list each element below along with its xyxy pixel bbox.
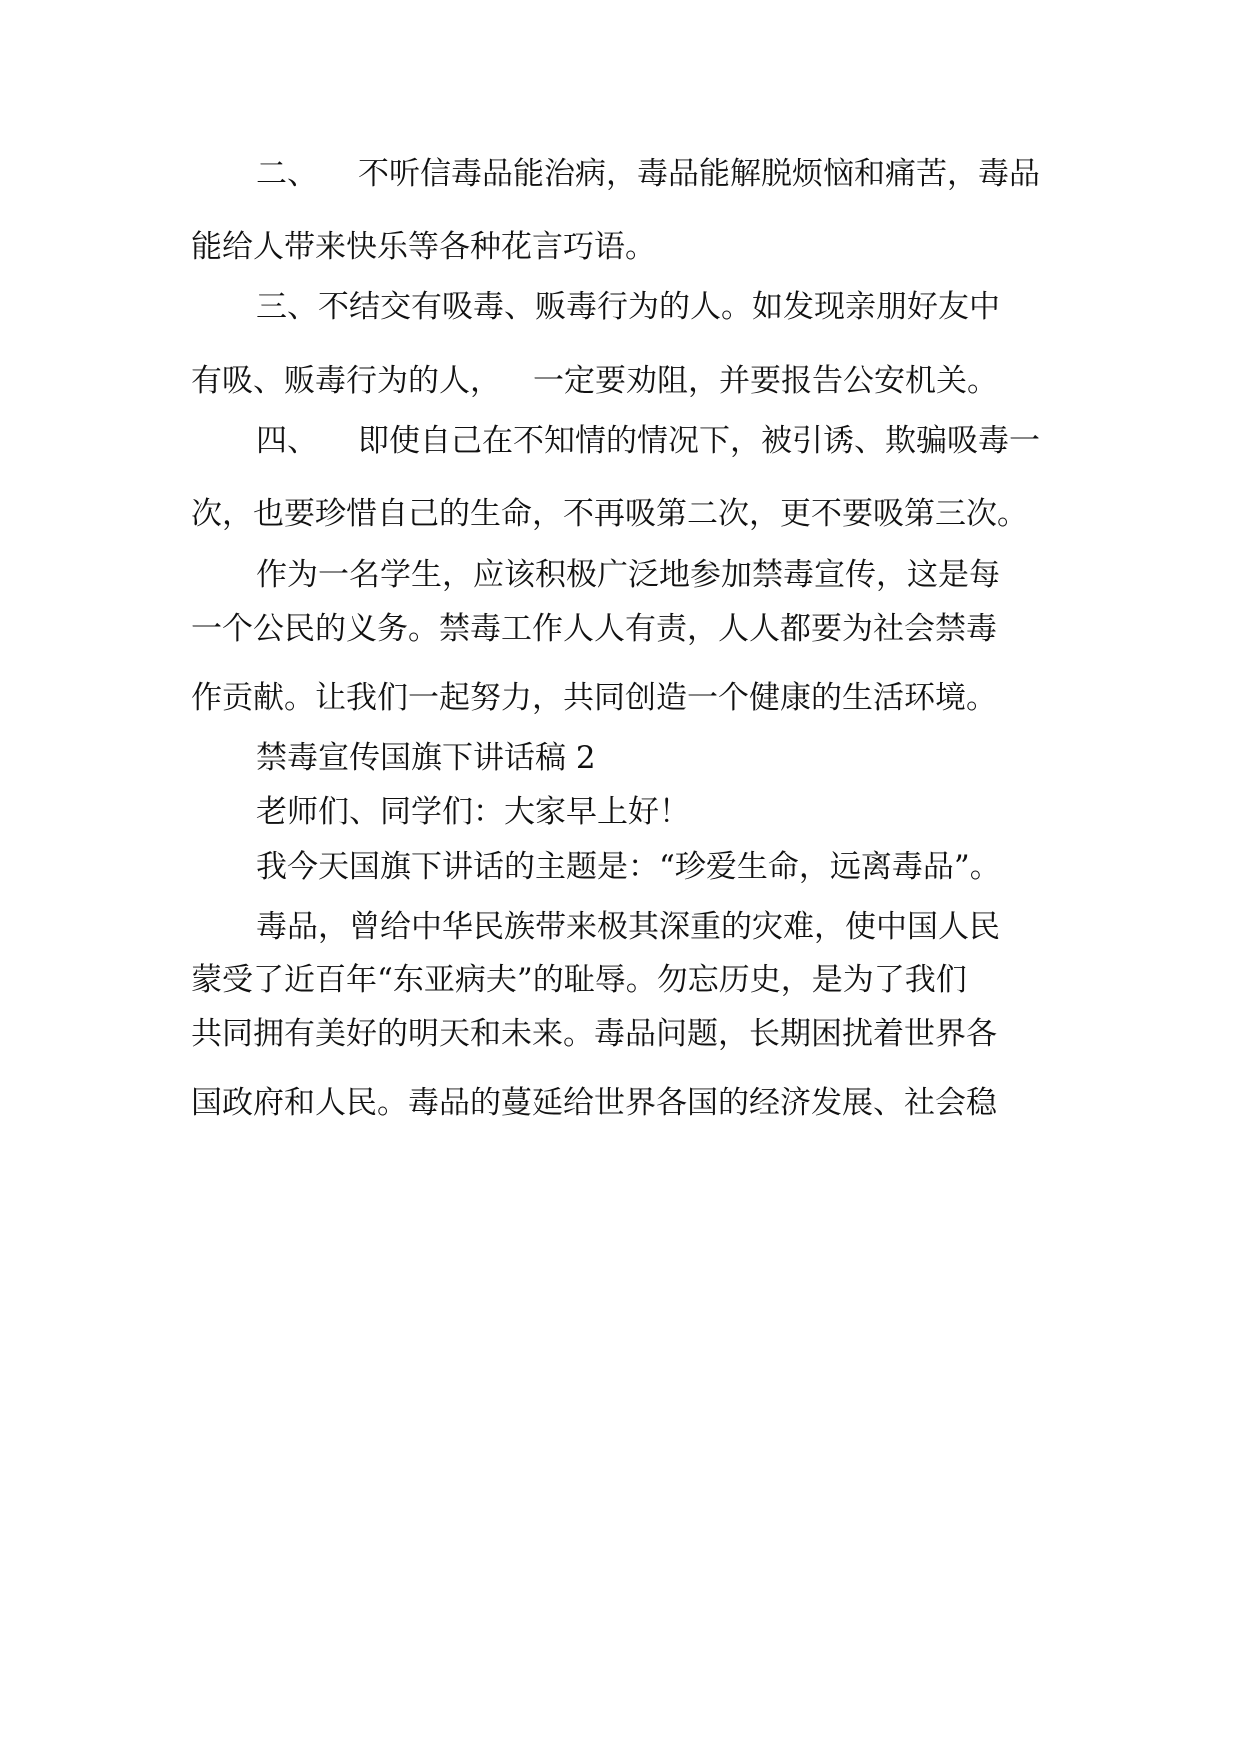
duty-line-3: 作贡献。让我们一起努力，共同创造一个健康的生活环境。 xyxy=(191,680,997,716)
greeting: 老师们、同学们：大家早上好！ xyxy=(256,794,690,830)
history-line-1: 毒品，曾给中华民族带来极其深重的灾难，使中国人民 xyxy=(256,909,1000,945)
history-line-2: 蒙受了近百年“东亚病夫”的耻辱。勿忘历史，是为了我们 xyxy=(191,962,967,998)
item-4-line-2: 次，也要珍惜自己的生命，不再吸第二次，更不要吸第三次。 xyxy=(191,496,1028,532)
item-2-text: 不听信毒品能治病，毒品能解脱烦恼和痛苦，毒品 xyxy=(358,156,1040,192)
item-2-line-2: 能给人带来快乐等各种花言巧语。 xyxy=(191,229,656,265)
item-4-number: 四、 xyxy=(256,423,318,459)
item-3-line-2 xyxy=(191,361,998,401)
item-4-text: 即使自己在不知情的情况下，被引诱、欺骗吸毒一 xyxy=(358,423,1040,459)
speech-title: 禁毒宣传国旗下讲话稿 2 xyxy=(256,740,596,776)
history-line-3: 共同拥有美好的明天和未来。毒品问题，长期困扰着世界各 xyxy=(191,1016,997,1052)
duty-line-2: 一个公民的义务。禁毒工作人人有责，人人都要为社会禁毒 xyxy=(191,611,997,647)
item-3-text-a: 有吸、贩毒行为的人， xyxy=(191,363,501,399)
item-3-line-1: 三、不结交有吸毒、贩毒行为的人。如发现亲朋好友中 xyxy=(256,289,1000,325)
item-3-text-b: 一定要劝阻，并要报告公安机关。 xyxy=(533,363,998,399)
topic-line: 我今天国旗下讲话的主题是：“珍爱生命，远离毒品”。 xyxy=(256,849,1001,885)
item-2-number: 二、 xyxy=(256,156,318,192)
item-4-line-1 xyxy=(256,421,1040,461)
item-2-line-1 xyxy=(256,154,1040,194)
history-line-4: 国政府和人民。毒品的蔓延给世界各国的经济发展、社会稳 xyxy=(191,1085,997,1121)
duty-line-1: 作为一名学生，应该积极广泛地参加禁毒宣传，这是每 xyxy=(256,557,1000,593)
